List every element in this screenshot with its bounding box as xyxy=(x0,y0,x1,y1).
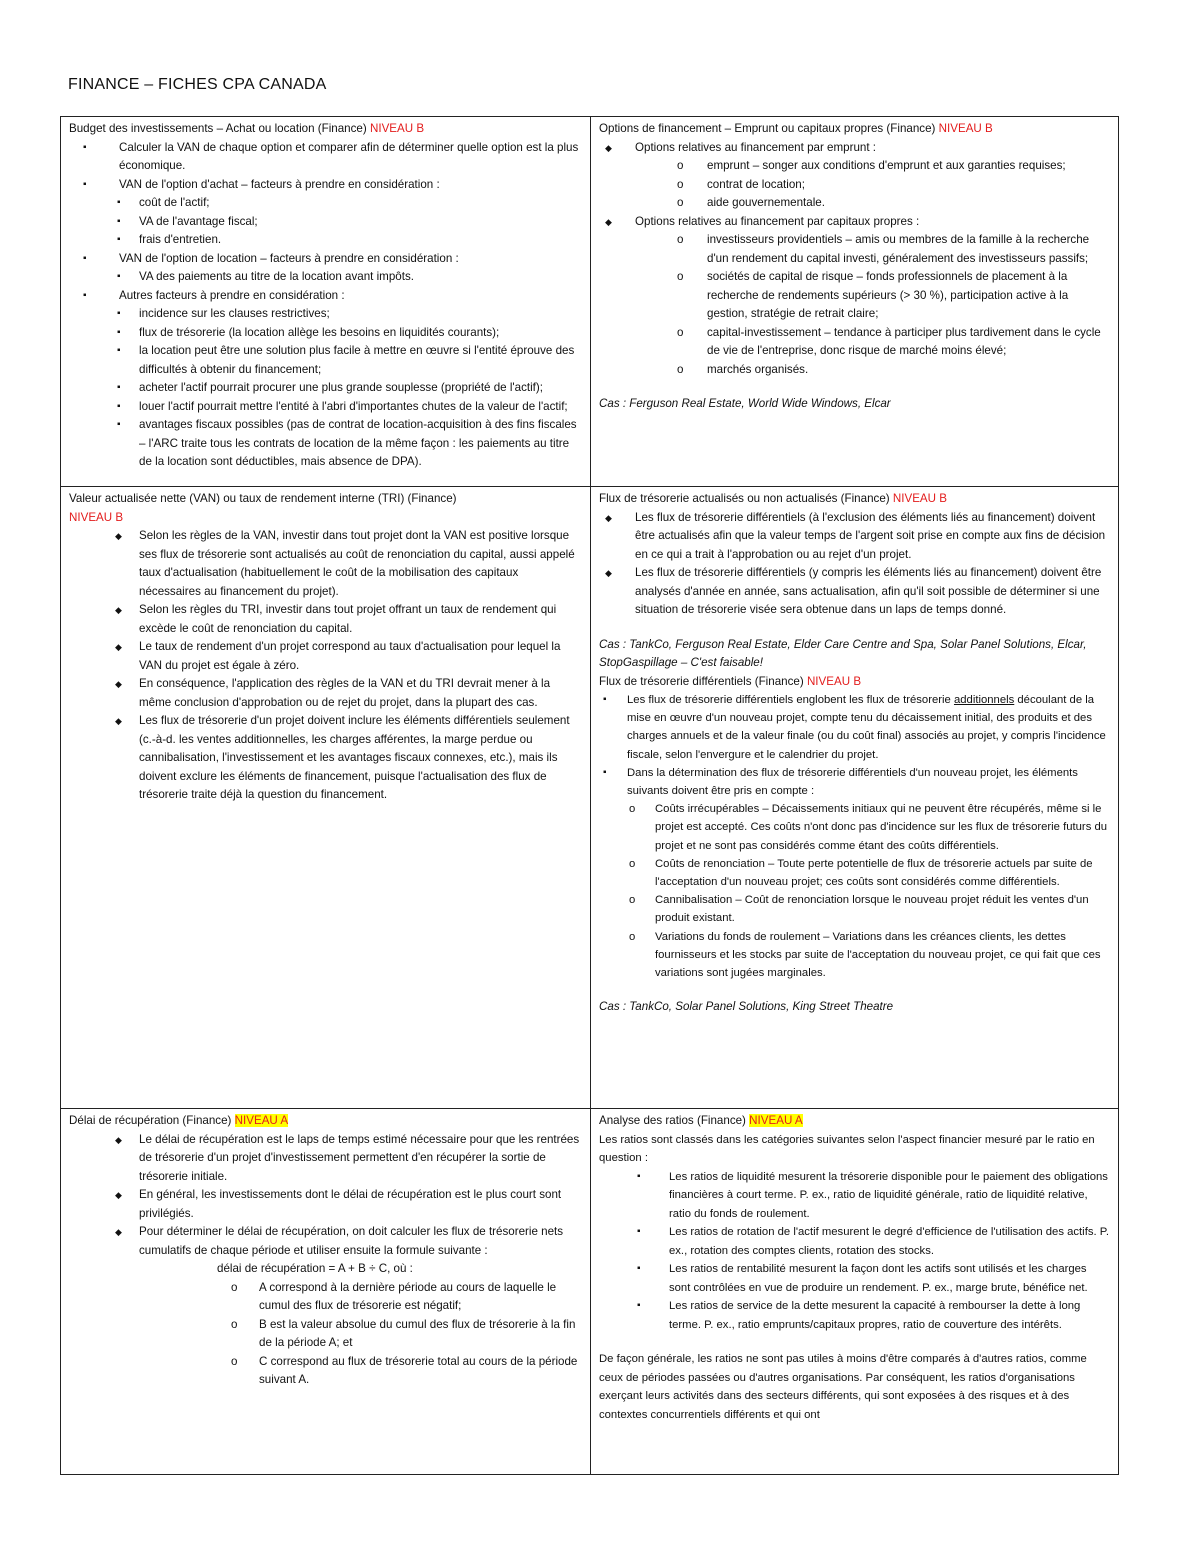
level-badge: NIVEAU B xyxy=(369,122,425,135)
list-item: ◆ En conséquence, l'application des règles de la VAN et du TRI devrait mener à la même conclusion d'approbation ou de rejet du projet, dans la plupart des cas. xyxy=(69,675,582,712)
list-item: ◆ Les flux de trésorerie différentiels (y compris les éléments liés au financement) doivent être analysés d'année en année, sans actualisation, afin qu'il soit possible de déterminer si une situation de trésorerie visée sera obtenue dans un laps de temps donné. xyxy=(599,564,1110,620)
list-item: o aide gouvernementale. xyxy=(599,194,1110,213)
list-item: o marchés organisés. xyxy=(599,361,1110,380)
list-item: ▪ coût de l'actif; xyxy=(69,194,582,213)
list-item: o A correspond à la dernière période au cours de laquelle le cumul des flux de trésorerie est négatif; xyxy=(99,1279,582,1316)
level-badge: NIVEAU A xyxy=(749,1114,803,1127)
case-reference: Cas : TankCo, Ferguson Real Estate, Elder Care Centre and Spa, Solar Panel Solutions, Elcar, StopGaspillage – C'est faisable! xyxy=(599,637,1087,669)
list-item: ▪ Les ratios de liquidité mesurent la trésorerie disponible pour le paiement des obligations financières à court terme. P. ex., ratio de liquidité générale, ratio de liquidité relative, ratio du fonds de roulement. xyxy=(599,1168,1110,1224)
list-item: ▪ Calculer la VAN de chaque option et comparer afin de déterminer quelle option est la plus économique. xyxy=(69,139,582,176)
list-item: ◆ Selon les règles du TRI, investir dans tout projet offrant un taux de rendement qui excède le coût de renonciation du capital. xyxy=(69,601,582,638)
list-item: ▪ acheter l'actif pourrait procurer une plus grande souplesse (propriété de l'actif); xyxy=(69,379,582,398)
list-item: o capital-investissement – tendance à participer plus tardivement dans le cycle de vie de l'entreprise, donc risque de marché moins élevé; xyxy=(599,324,1110,361)
section-heading: Valeur actualisée nette (VAN) ou taux de rendement interne (TRI) (Finance) NIVEAU B xyxy=(69,492,457,524)
list-item: o investisseurs providentiels – amis ou membres de la famille à la recherche d'un rendement du capital investi, généralement des investisseurs passifs; xyxy=(599,231,1110,268)
list-item: o Cannibalisation – Coût de renonciation lorsque le nouveau projet réduit les ventes d'un produit existant. xyxy=(599,891,1110,927)
table-row xyxy=(61,1109,1119,1475)
level-badge: NIVEAU B xyxy=(892,492,947,505)
cell-van-tri xyxy=(61,487,591,1109)
list-item: ◆ Selon les règles de la VAN, investir dans tout projet dont la VAN est positive lorsque ses flux de trésorerie sont actualisés au coût de renonciation du capital, aussi appelé taux d'actualisation (habituellement le coût de la mobilisation des capitaux nécessaires au financement du projet). xyxy=(69,527,582,601)
level-badge: NIVEAU B xyxy=(938,122,993,135)
level-badge: NIVEAU A xyxy=(234,1114,289,1127)
list-item: ◆ Les flux de trésorerie différentiels (à l'exclusion des éléments liés au financement) doivent être actualisés afin que la valeur temps de l'argent soit prise en compte aux fins de décision en ce qui a trait à l'approbation ou au rejet d'un projet. xyxy=(599,509,1110,565)
list-item: ▪ avantages fiscaux possibles (pas de contrat de location-acquisition à des fins fiscales – l'ARC traite tous les contrats de location de la même façon : les paiements au titre de la location sont déductibles, mais absence de DPA). xyxy=(69,416,582,472)
list-item: ▪ flux de trésorerie (la location allège les besoins en liquidités courants); xyxy=(69,324,582,343)
list-item: ◆ Options relatives au financement par emprunt : o emprunt – songer aux conditions d'emprunt et aux garanties requises; o contrat de location; o aide gouvernementale. xyxy=(599,139,1110,213)
list-item: ◆ Les flux de trésorerie d'un projet doivent inclure les éléments différentiels seulement (c.-à-d. les ventes additionnelles, les charges afférentes, la marge perdue ou cannibalisation, l'investissement et les avantages fiscaux connexes, etc.), mais ils doivent exclure les éléments de financement, puisque l'actualisation des flux de trésorerie traite déjà la question du financement. xyxy=(69,712,582,805)
list-item: o Coûts irrécupérables – Décaissements initiaux qui ne peuvent être récupérés, même si le projet est accepté. Ces coûts n'ont donc pas d'incidence sur les flux de trésorerie futurs du projet et ne sont pas considérés comme étant des coûts différentiels. xyxy=(599,800,1110,855)
section-heading: Flux de trésorerie différentiels (Finance) NIVEAU B xyxy=(599,674,862,688)
list-item: ▪ Les ratios de service de la dette mesurent la capacité à rembourser la dette à long terme. P. ex., ratio emprunts/capitaux propres, ratio de couverture des intérêts. xyxy=(599,1297,1110,1334)
list-item: o C correspond au flux de trésorerie total au cours de la période suivant A. xyxy=(99,1353,582,1390)
document-title: FINANCE – FICHES CPA CANADA xyxy=(68,76,327,93)
cell-ratios xyxy=(591,1109,1119,1475)
list-item: o contrat de location; xyxy=(599,176,1110,195)
list-item: ◆ Pour déterminer le délai de récupération, on doit calculer les flux de trésorerie nets cumulatifs de chaque période et utiliser ensuite la formule suivante : xyxy=(69,1223,582,1260)
case-reference: Cas : TankCo, Solar Panel Solutions, King Street Theatre xyxy=(599,1000,894,1014)
ratios-outro: De façon générale, les ratios ne sont pas utiles à moins d'être comparés à d'autres ratios, comme ceux de périodes passées ou d'autres organisations. Par conséquent, les ratios d'organisations exerçant leurs activités dans des secteurs différents, qui sont exposées à des risques et à des contextes concurrentiels différents et qui ont xyxy=(599,1353,1087,1421)
list-item: ▪ VAN de l'option d'achat – facteurs à prendre en considération : ▪ coût de l'actif; ▪ VA de l'avantage fiscal; ▪ frais d'entretien. xyxy=(69,176,582,250)
list-item: ▪ la location peut être une solution plus facile à mettre en œuvre si l'entité éprouve des difficultés à obtenir du financement; xyxy=(69,342,582,379)
list-item: ▪ Autres facteurs à prendre en considération : ▪ incidence sur les clauses restrictives; ▪ flux de trésorerie (la location allège les besoins en liquidités courants); ▪ la location peut être une solution plus facile à mettre en œuvre si l'entité éprouve des difficultés à obtenir du financement; ▪ acheter l'actif pourrait procurer une plus grande souplesse (propriété de l'actif); ▪ louer l'actif pourrait mettre l'entité à l'abri d'importantes chutes de la valeur de l'actif; ▪ avantages fiscaux possibles (pas de contrat de location-acquisition à des fins fiscales – l'ARC traite tous les contrats de location de la même façon : les paiements au titre de la location sont déductibles, mais absence de DPA). xyxy=(69,287,582,472)
section-heading: Délai de récupération (Finance) NIVEAU A xyxy=(69,1114,289,1127)
ratios-intro: Les ratios sont classés dans les catégories suivantes selon l'aspect financier mesuré par le ratio en question : xyxy=(599,1133,1095,1164)
cell-financing xyxy=(591,117,1119,487)
list-item: ▪ VA des paiements au titre de la location avant impôts. xyxy=(69,268,582,287)
list-item: ◆ Le délai de récupération est le laps de temps estimé nécessaire pour que les rentrées de trésorerie d'un projet d'investissement permettent d'en récupérer la sortie de trésorerie initiale. xyxy=(69,1131,582,1187)
list-item: ▪ frais d'entretien. xyxy=(69,231,582,250)
list-item: ▪ Les flux de trésorerie différentiels englobent les flux de trésorerie additionnels découlant de la mise en œuvre d'un nouveau projet, compte tenu du décaissement initial, des produits et des charges annuels et de la valeur finale (ou du coût final) associés au projet, y compris l'incidence fiscale, selon l'envergure et le calendrier du projet. xyxy=(599,691,1110,764)
list-item: o emprunt – songer aux conditions d'emprunt et aux garanties requises; xyxy=(599,157,1110,176)
section-heading: Flux de trésorerie actualisés ou non actualisés (Finance) NIVEAU B xyxy=(599,492,947,505)
cell-budget xyxy=(61,117,591,487)
list-item: ◆ Options relatives au financement par capitaux propres : o investisseurs providentiels – amis ou membres de la famille à la recherche d'un rendement du capital investi, généralement des investisseurs passifs; o sociétés de capital de risque – fonds professionnels de placement à la recherche de rendements supérieurs (> 30 %), participation active à la gestion, stratégie de retrait claire; o capital-investissement – tendance à participer plus tardivement dans le cycle de vie de l'entreprise, donc risque de marché moins élevé; o marchés organisés. xyxy=(599,213,1110,380)
list-item: ◆ En général, les investissements dont le délai de récupération est le plus court sont privilégiés. xyxy=(69,1186,582,1223)
list-item: o Variations du fonds de roulement – Variations dans les créances clients, les dettes fournisseurs et les stocks par suite de l'acceptation du nouveau projet, ce qui fait que ces variations sont jugées marginales. xyxy=(599,928,1110,983)
list-item: ▪ Dans la détermination des flux de trésorerie différentiels d'un nouveau projet, les éléments suivants doivent être pris en compte : o Coûts irrécupérables – Décaissements initiaux qui ne peuvent être récupérés, même si le projet est accepté. Ces coûts n'ont donc pas d'incidence sur les flux de trésorerie futurs du projet et ne sont pas considérés comme étant des coûts différentiels. o Coûts de renonciation – Toute perte potentielle de flux de trésorerie actuels par suite de l'acceptation d'un nouveau projet; ces coûts sont considérés comme différentiels. o Cannibalisation – Coût de renonciation lorsque le nouveau projet réduit les ventes d'un produit existant. o Variations du fonds de roulement – Variations dans les créances clients, les dettes fournisseurs et les stocks par suite de l'acceptation du nouveau projet, ce qui fait que ces variations sont jugées marginales. xyxy=(599,764,1110,982)
list-item: o Coûts de renonciation – Toute perte potentielle de flux de trésorerie actuels par suite de l'acceptation d'un nouveau projet; ces coûts sont considérés comme différentiels. xyxy=(599,855,1110,891)
list-item: ◆ Le taux de rendement d'un projet correspond au taux d'actualisation pour lequel la VAN du projet est égale à zéro. xyxy=(69,638,582,675)
cell-cash-flows xyxy=(591,487,1119,1109)
list-item: ▪ VAN de l'option de location – facteurs à prendre en considération : ▪ VA des paiements au titre de la location avant impôts. xyxy=(69,250,582,287)
payback-formula: délai de récupération = A + B ÷ C, où : xyxy=(217,1262,413,1275)
section-heading: Options de financement – Emprunt ou capitaux propres (Finance) NIVEAU B xyxy=(599,122,993,135)
section-heading: Analyse des ratios (Finance) NIVEAU A xyxy=(599,1114,803,1127)
list-item: ▪ VA de l'avantage fiscal; xyxy=(69,213,582,232)
list-item: ▪ louer l'actif pourrait mettre l'entité à l'abri d'importantes chutes de la valeur de l'actif; xyxy=(69,398,582,417)
list-item: ▪ incidence sur les clauses restrictives; xyxy=(69,305,582,324)
level-badge: NIVEAU B xyxy=(69,510,124,524)
section-heading: Budget des investissements – Achat ou location (Finance) NIVEAU B xyxy=(69,122,425,135)
list-item: ▪ Les ratios de rotation de l'actif mesurent le degré d'efficience de l'utilisation des actifs. P. ex., rotation des comptes clients, rotation des stocks. xyxy=(599,1223,1110,1260)
level-badge: NIVEAU B xyxy=(806,674,862,688)
cell-payback xyxy=(61,1109,591,1475)
list-item: ▪ Les ratios de rentabilité mesurent la façon dont les actifs sont utilisés et les charges sont contrôlées en vue de produire un rendement. P. ex., marge brute, bénéfice net. xyxy=(599,1260,1110,1297)
case-reference: Cas : Ferguson Real Estate, World Wide Windows, Elcar xyxy=(599,397,891,410)
list-item: o sociétés de capital de risque – fonds professionnels de placement à la recherche de rendements supérieurs (> 30 %), participation active à la gestion, stratégie de retrait claire; xyxy=(599,268,1110,324)
table-row xyxy=(61,487,1119,1109)
fiches-table xyxy=(60,116,1119,1475)
table-row xyxy=(61,117,1119,487)
list-item: o B est la valeur absolue du cumul des flux de trésorerie à la fin de la période A; et xyxy=(99,1316,582,1353)
